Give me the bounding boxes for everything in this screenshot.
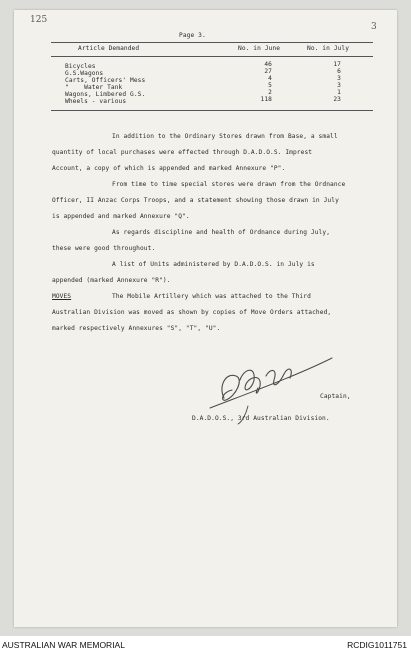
footer-source: AUSTRALIAN WAR MEMORIAL [2,640,125,650]
handwritten-signature [196,346,336,426]
body-line: Account, a copy of which is appended and marked Annexure "P". [52,165,286,172]
table-header-article: Article Demanded [78,45,140,52]
table-top-rule [51,42,373,43]
row-july: 23 [333,96,341,103]
table-header-june: No. in June [238,45,281,52]
page-label: Page 3. [179,32,206,39]
body-line: Officer, II Anzac Corps Troops, and a statement showing those drawn in July [52,197,339,204]
row-july: 1 [337,89,341,96]
table-bottom-rule [51,110,373,111]
body-line: marked respectively Annexures "S", "T", "U". [52,325,221,332]
row-article: Bicycles [65,63,96,70]
row-june: 27 [264,68,272,75]
body-line: these were good throughout. [52,245,156,252]
row-article: Wagons, Limbered G.S. [65,91,146,98]
footer-id: RCDIG1011751 [347,640,407,650]
folio-number: 125 [30,15,48,25]
body-line: From time to time special stores were drawn from the Ordnance [112,181,346,188]
body-line: quantity of local purchases were effected through D.A.D.O.S. Imprest [52,149,313,156]
row-july: 3 [337,75,341,82]
row-june: 46 [264,61,272,68]
body-line: Australian Division was moved as shown by copies of Move Orders attached, [52,309,332,316]
body-line: is appended and marked Annexure "Q". [52,213,190,220]
table-header-july: No. in July [307,45,350,52]
row-june: 4 [268,75,272,82]
body-line: appended (marked Annexure "R"). [52,277,171,284]
row-june: 5 [268,82,272,89]
row-article: G.S.Wagons [65,70,104,77]
document-page [14,10,397,627]
row-june: 2 [268,89,272,96]
row-article: " Water Tank [65,84,123,91]
body-line: In addition to the Ordinary Stores drawn from Base, a small [112,133,338,140]
body-line: A list of Units administered by D.A.D.O.S. in July is [112,261,315,268]
signature-title: D.A.D.O.S., 3rd Australian Division. [192,415,330,422]
row-article: Carts, Officers' Mess [65,77,146,84]
body-line: The Mobile Artillery which was attached to the Third [112,293,311,300]
moves-heading: MOVES [52,293,72,300]
row-july: 17 [333,61,341,68]
row-article: Wheels - various [65,98,127,105]
row-july: 3 [337,82,341,89]
signature-rank: Captain, [320,393,351,400]
body-line: As regards discipline and health of Ordnance during July, [112,229,331,236]
row-july: 6 [337,68,341,75]
corner-number: 3 [371,22,377,32]
table-header-rule [51,56,373,57]
row-june: 118 [260,96,272,103]
